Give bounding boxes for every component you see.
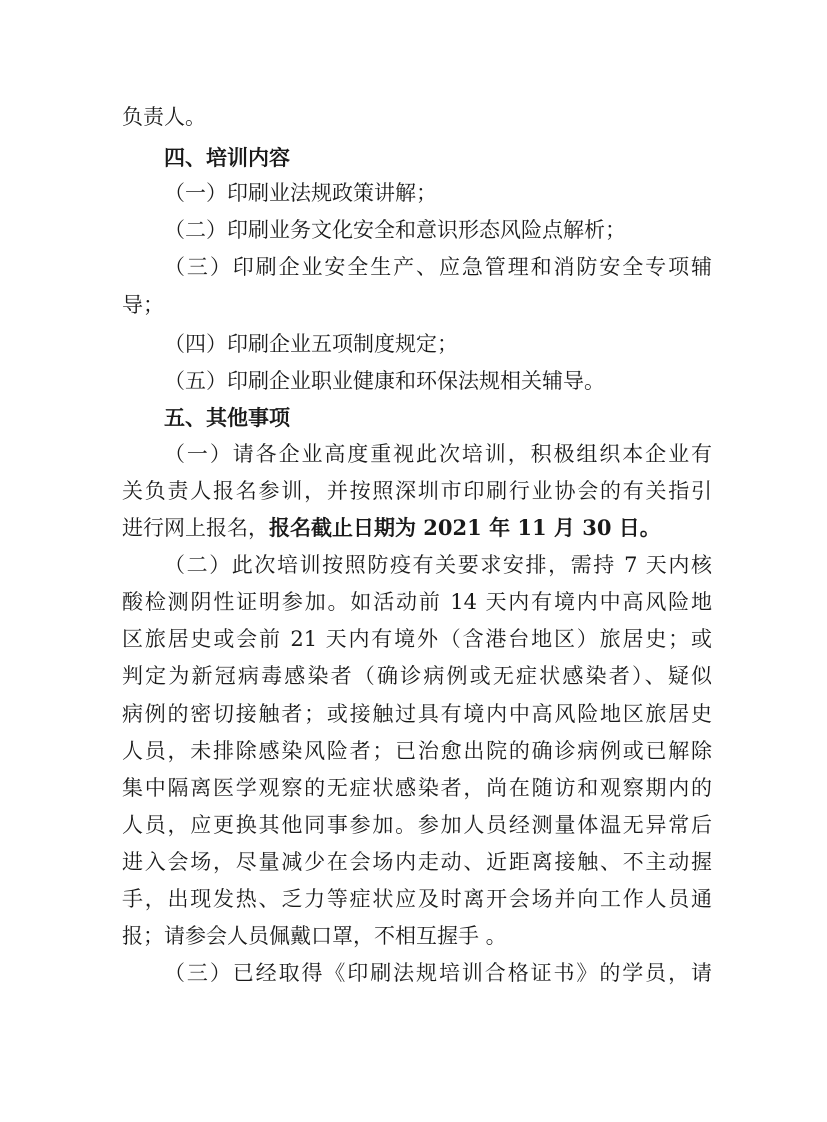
paragraph-line: （一）请各企业高度重视此次培训，积极组织本企业有 bbox=[164, 442, 712, 466]
registration-deadline: 报名截止日期为 2021 年 11 月 30 日。 bbox=[269, 515, 661, 540]
paragraph-line: 人员，应更换其他同事参加。参加人员经测量体温无异常后 bbox=[122, 813, 712, 837]
paragraph-line: 报；请参会人员佩戴口罩，不相互握手 。 bbox=[122, 924, 507, 948]
list-item: （一）印刷业法规政策讲解； bbox=[164, 181, 437, 205]
text-line: 导； bbox=[122, 293, 164, 317]
paragraph-line: （二）此次培训按照防疫有关要求安排，需持 7 天内核 bbox=[164, 553, 712, 577]
paragraph-line bbox=[122, 515, 712, 541]
list-item: （二）印刷业务文化安全和意识形态风险点解析； bbox=[164, 218, 626, 242]
section-heading-other-matters: 五、其他事项 bbox=[164, 405, 290, 430]
paragraph-line: （三）已经取得《印刷法规培训合格证书》的学员，请 bbox=[164, 961, 712, 985]
paragraph-line: 手，出现发热、乏力等症状应及时离开会场并向工作人员通 bbox=[122, 887, 712, 911]
section-heading-training-content: 四、培训内容 bbox=[164, 145, 290, 170]
list-item: （五）印刷企业职业健康和环保法规相关辅导。 bbox=[164, 369, 605, 393]
list-item: （四）印刷企业五项制度规定； bbox=[164, 332, 458, 356]
paragraph-line: 酸检测阴性证明参加。如活动前 14 天内有境内中高风险地 bbox=[122, 590, 712, 614]
registration-text: 进行网上报名， bbox=[122, 516, 269, 540]
list-item: （三）印刷企业安全生产、应急管理和消防安全专项辅 bbox=[164, 255, 712, 279]
paragraph-line: 关负责人报名参训，并按照深圳市印刷行业协会的有关指引 bbox=[122, 479, 712, 503]
paragraph-line: 判定为新冠病毒感染者（确诊病例或无症状感染者）、疑似 bbox=[122, 664, 712, 688]
paragraph-line: 区旅居史或会前 21 天内有境外（含港台地区）旅居史；或 bbox=[122, 627, 712, 651]
paragraph-line: 病例的密切接触者；或接触过具有境内中高风险地区旅居史 bbox=[122, 702, 712, 726]
paragraph-line: 进入会场，尽量减少在会场内走动、近距离接触、不主动握 bbox=[122, 850, 712, 874]
paragraph-line: 集中隔离医学观察的无症状感染者，尚在随访和观察期内的 bbox=[122, 776, 712, 800]
paragraph-line: 人员，未排除感染风险者；已治愈出院的确诊病例或已解除 bbox=[122, 739, 712, 763]
text-line: 负责人。 bbox=[122, 105, 206, 129]
